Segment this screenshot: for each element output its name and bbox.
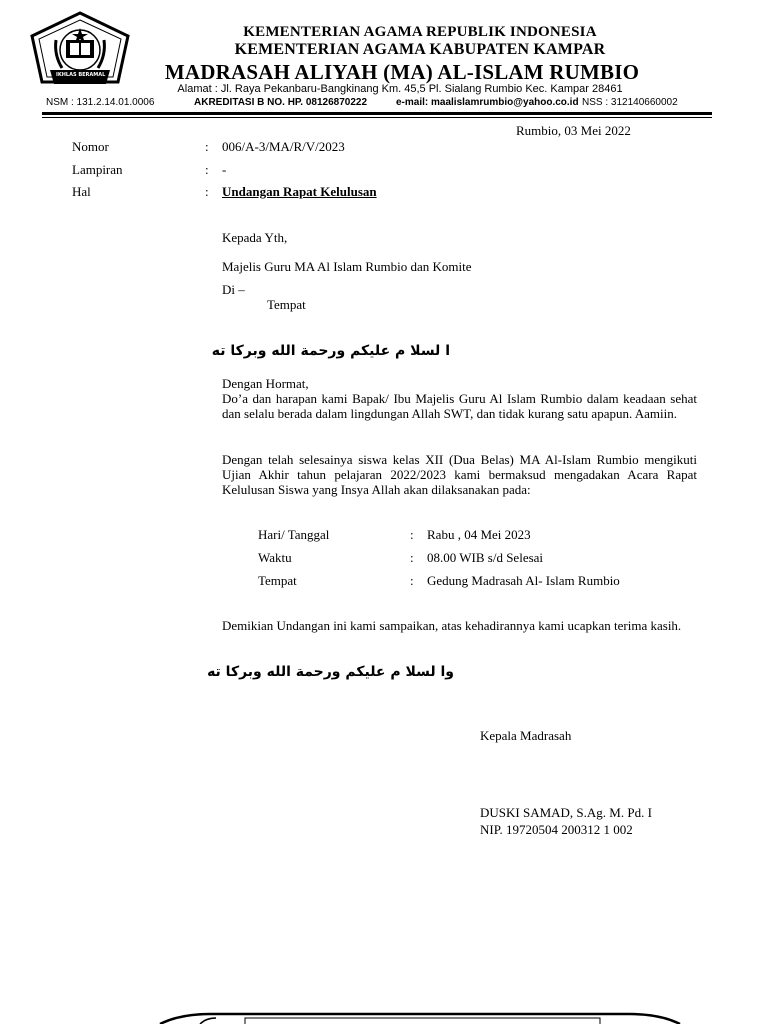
meta-value-hal: Undangan Rapat Kelulusan xyxy=(222,184,377,199)
recipient-name: Majelis Guru MA Al Islam Rumbio dan Komite xyxy=(222,259,472,274)
salam-opening: ا لسلا م عليكم ورحمة الله وبركا ته xyxy=(211,343,450,359)
letterhead-rule-thin xyxy=(42,117,712,118)
schedule-value-place: Gedung Madrasah Al- Islam Rumbio xyxy=(427,573,620,588)
meta-label-nomor: Nomor xyxy=(72,139,109,154)
signature-title: Kepala Madrasah xyxy=(480,728,572,743)
letterhead-rule-thick xyxy=(42,112,712,115)
email-address: e-mail: maalislamrumbio@yahoo.co.id xyxy=(396,97,579,108)
meta-label-lampiran: Lampiran xyxy=(72,162,123,177)
opening-greeting: Dengan Hormat, xyxy=(222,376,309,391)
meta-value-nomor: 006/A-3/MA/R/V/2023 xyxy=(222,139,345,154)
meta-label-hal: Hal xyxy=(72,184,91,199)
next-page-header-fragment xyxy=(140,1010,700,1024)
meta-colon: : xyxy=(205,139,209,154)
salam-closing: وا لسلا م عليكم ورحمة الله وبركا ته xyxy=(207,664,454,680)
nss-number: NSS : 312140660002 xyxy=(582,97,678,108)
school-address: Alamat : Jl. Raya Pekanbaru-Bangkinang Km. 45,5 Pl. Sialang Rumbio Kec. Kampar 28461 xyxy=(177,83,623,95)
schedule-colon: : xyxy=(410,550,414,565)
schedule-value-time: 08.00 WIB s/d Selesai xyxy=(427,550,544,565)
meta-colon: : xyxy=(205,162,209,177)
paragraph-1: Do’a dan harapan kami Bapak/ Ibu Majelis Guru Al Islam Rumbio dalam keadaan sehat dan selalu berada dalam lingdungan Allah SWT, dan tidak kurang satu apapun. Aamiin. xyxy=(222,391,697,421)
paragraph-2: Dengan telah selesainya siswa kelas XII (Dua Belas) MA Al-Islam Rumbio mengikuti Ujian Akhir tahun pelajaran 2022/2023 kami bermaksud mengadakan Acara Rapat Kelulusan Siswa yang Insya Allah akan dilaksanakan pada: xyxy=(222,452,697,497)
schedule-value-date: Rabu , 04 Mei 2023 xyxy=(427,527,531,542)
ministry-line-2: KEMENTERIAN AGAMA KABUPATEN KAMPAR xyxy=(234,41,606,58)
signature-name: DUSKI SAMAD, S.Ag. M. Pd. I xyxy=(480,805,652,820)
signature-nip: NIP. 19720504 200312 1 002 xyxy=(480,822,633,837)
letter-date: Rumbio, 03 Mei 2022 xyxy=(516,123,631,138)
logo-motto: IKHLAS BERAMAL xyxy=(56,72,106,78)
schedule-label-place: Tempat xyxy=(258,573,297,588)
closing-paragraph: Demikian Undangan ini kami sampaikan, atas kehadirannya kami ucapkan terima kasih. xyxy=(222,618,682,633)
nsm-number: NSM : 131.2.14.01.0006 xyxy=(46,97,155,108)
recipient-place: Tempat xyxy=(267,297,306,312)
ministry-line-1: KEMENTERIAN AGAMA REPUBLIK INDONESIA xyxy=(243,24,597,40)
meta-colon: : xyxy=(205,184,209,199)
school-name: MADRASAH ALIYAH (MA) AL-ISLAM RUMBIO xyxy=(164,60,640,84)
schedule-label-date: Hari/ Tanggal xyxy=(258,527,330,542)
schedule-colon: : xyxy=(410,573,414,588)
recipient-greeting: Kepada Yth, xyxy=(222,230,288,245)
recipient-di: Di – xyxy=(222,282,245,297)
schedule-label-time: Waktu xyxy=(258,550,292,565)
meta-value-lampiran: - xyxy=(222,162,227,177)
accreditation-phone: AKREDITASI B NO. HP. 08126870222 xyxy=(194,97,368,108)
schedule-colon: : xyxy=(410,527,414,542)
